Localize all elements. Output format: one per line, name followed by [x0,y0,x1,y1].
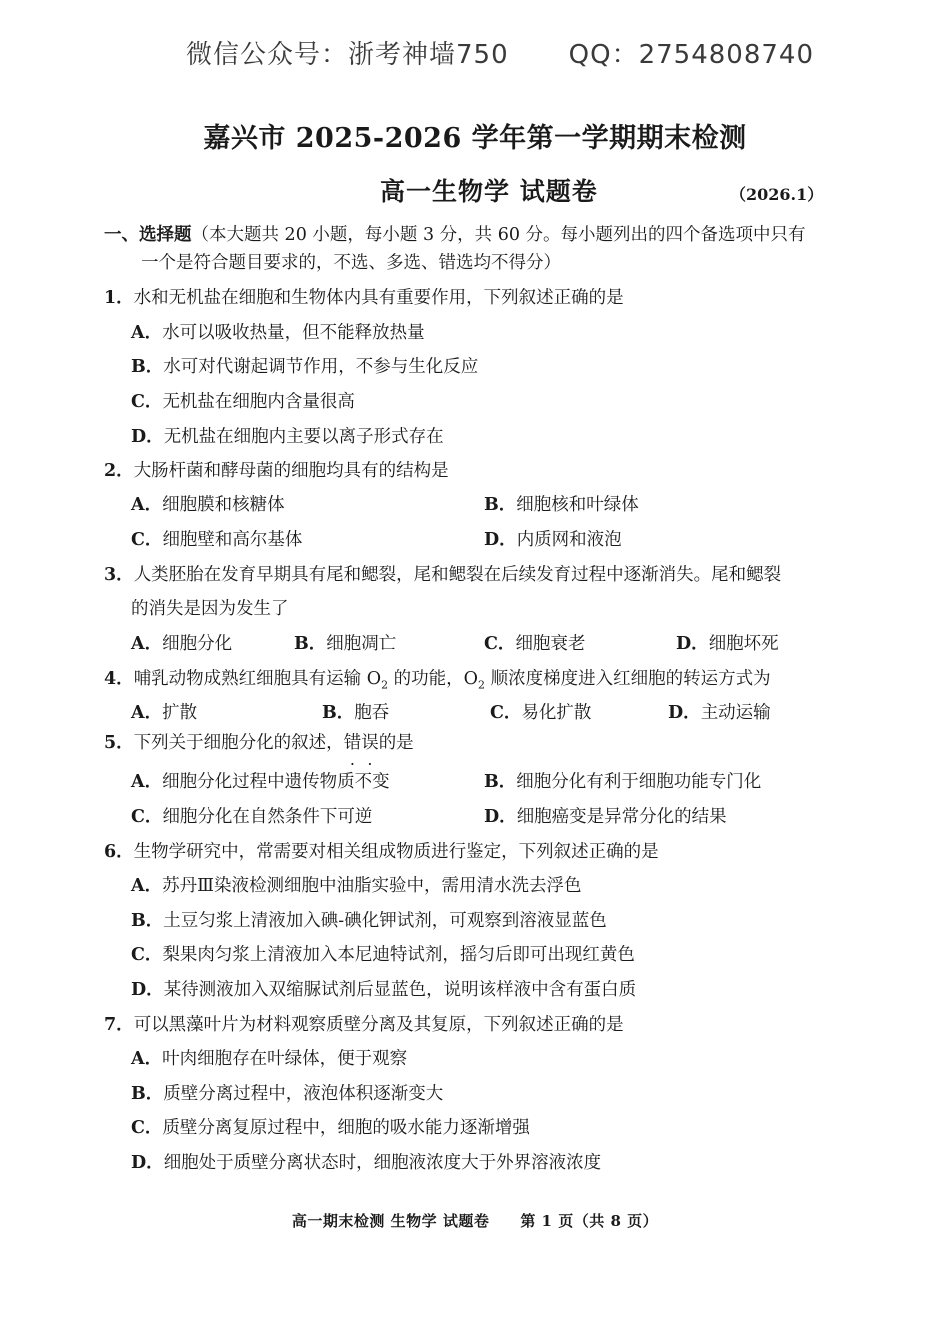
q7-option-b [131,1080,443,1105]
question-1 [104,284,624,309]
questions-6-options-1-text: 质壁分离过程中，液泡体积逐渐变大 [163,1084,444,1104]
questions-6-options-2-text: 质壁分离复原过程中，细胞的吸水能力逐渐增强 [162,1118,530,1138]
q1-option-d [131,423,444,448]
q7-option-a [131,1045,407,1070]
questions-1-options-2-letter: C． [131,530,163,550]
questions-5-options-0-text: 苏丹Ⅲ染液检测细胞中油脂实验中，需用清水洗去浮色 [162,876,582,896]
q4-option-a [131,699,197,724]
questions-4-options-2-text: 细胞分化在自然条件下可逆 [162,807,373,827]
q5-option-a [131,768,390,793]
questions-0-options-0-letter: A． [131,323,163,343]
questions-3-options-3-letter: D． [668,703,701,723]
questions-2-options-1-letter: B． [294,634,327,654]
questions-2-options-0-text: 细胞分化 [162,634,233,654]
questions-3-options-1-text: 胞吞 [354,703,390,723]
questions-1-stem: 大肠杆菌和酵母菌的细胞均具有的结构是 [133,461,449,481]
questions-5-num: 6． [104,842,134,862]
q3-option-b [294,630,396,655]
questions-4-options-1-letter: B． [484,772,517,792]
section-label: 一、选择题 [104,225,192,245]
questions-6-options-2-letter: C． [131,1118,163,1138]
questions-0-options-2-letter: C． [131,392,163,412]
questions-6-stem: 可以黑藻叶片为材料观察质壁分离及其复原，下列叙述正确的是 [133,1015,624,1035]
questions-5-options-0-letter: A． [131,876,163,896]
questions-4-num: 5． [104,733,134,753]
questions-0-options-3-text: 无机盐在细胞内主要以离子形式存在 [163,427,444,447]
watermark-header [0,40,950,72]
questions-3-sub: 2 [381,678,389,692]
questions-1-num: 2． [104,461,134,481]
q5-option-c [131,803,372,828]
q3-option-c [484,630,585,655]
questions-2-options-1-text: 细胞凋亡 [326,634,397,654]
questions-6-options-0-text: 叶肉细胞存在叶绿体，便于观察 [162,1049,408,1069]
exam-subtitle: 高一生物学 试题卷 [380,177,598,206]
questions-6-options-3-letter: D． [131,1153,164,1173]
questions-5-options-3-letter: D． [131,980,164,1000]
questions-2-options-0-letter: A． [131,634,163,654]
section-header [104,221,806,246]
questions-6-options-1-letter: B． [131,1084,164,1104]
questions-5-options-3-text: 某待测液加入双缩脲试剂后显蓝色，说明该样液中含有蛋白质 [163,980,637,1000]
questions-1-options-1-text: 细胞核和叶绿体 [516,495,639,515]
questions-3-options-2-text: 易化扩散 [521,703,592,723]
q6-option-c [131,941,635,966]
exam-date: （2026.1） [730,185,824,204]
q1-option-a [131,319,425,344]
exam-title: 嘉兴市 2025-2026 学年第一学期期末检测 [203,123,747,154]
questions-6-options-0-letter: A． [131,1049,163,1069]
questions-5-options-2-text: 梨果肉匀浆上清液加入本尼迪特试剂，摇匀后即可出现红黄色 [162,945,635,965]
questions-3-options-2-letter: C． [490,703,522,723]
questions-2-options-2-text: 细胞衰老 [515,634,586,654]
emphasis-char: 错 [343,733,362,753]
wechat-account: 微信公众号：浙考神墙750 [186,40,509,70]
questions-4-options-0-text: 细胞分化过程中遗传物质不变 [162,772,390,792]
questions-3-options-3-text: 主动运输 [700,703,771,723]
q2-option-d [484,526,622,551]
q6-option-d [131,976,636,1001]
questions-2-options-3-letter: D． [676,634,709,654]
question-6 [104,838,659,863]
questions-1-options-0-text: 细胞膜和核糖体 [162,495,285,515]
q2-option-c [131,526,302,551]
questions-6-num: 7． [104,1015,134,1035]
q6-option-b [131,907,607,932]
questions-3-options-0-letter: A． [131,703,163,723]
questions-1-options-2-text: 细胞壁和高尔基体 [162,530,303,550]
q5-option-b [484,768,761,793]
question-2 [104,457,449,482]
page-footer: 高一期末检测 生物学 试题卷 第 1 页（共 8 页） [291,1212,659,1230]
emphasis-char: 误 [361,733,379,753]
questions-6-options-3-text: 细胞处于质壁分离状态时，细胞液浓度大于外界溶液浓度 [163,1153,602,1173]
questions-4-options-0-letter: A． [131,772,163,792]
questions-5-stem: 生物学研究中，常需要对相关组成物质进行鉴定，下列叙述正确的是 [133,842,659,862]
section-desc-line1: （本大题共 20 小题，每小题 3 分，共 60 分。每小题列出的四个备选项中只有 [191,225,806,245]
questions-4-options-3-letter: D． [484,807,517,827]
q1-option-c [131,388,355,413]
questions-3-options-1-letter: B． [322,703,355,723]
questions-2-options-2-letter: C． [484,634,516,654]
questions-2-stem: 人类胚胎在发育早期具有尾和鳃裂，尾和鳃裂在后续发育过程中逐渐消失。尾和鳃裂 [133,565,782,585]
q6-option-a [131,872,581,897]
questions-3-num: 4． [104,669,134,689]
questions-3-stem_c: 顺浓度梯度进入红细胞的转运方式为 [485,669,771,689]
q2-option-a [131,491,285,516]
question-number: 1． [104,288,134,308]
q3-option-a [131,630,232,655]
questions-0-options-0-text: 水可以吸收热量，但不能释放热量 [162,323,425,343]
q7-option-c [131,1114,530,1139]
question-3-stem-line2: 的消失是因为发生了 [131,599,289,619]
questions-0-options-3-letter: D． [131,427,164,447]
questions-5-options-2-letter: C． [131,945,163,965]
questions-3-options-0-text: 扩散 [162,703,198,723]
q5-option-d [484,803,727,828]
questions-3-stem_b: 的功能，O [388,669,479,689]
q3-option-d [676,630,779,655]
questions-4-options-1-text: 细胞分化有利于细胞功能专门化 [516,772,762,792]
section-desc-line2: 一个是符合题目要求的，不选、多选、错选均不得分） [141,253,561,273]
questions-2-options-3-text: 细胞坏死 [708,634,779,654]
questions-0-options-1-text: 水可对代谢起调节作用，不参与生化反应 [163,357,479,377]
q7-option-d [131,1149,601,1174]
questions-3-stem_a: 哺乳动物成熟红细胞具有运输 O [133,669,382,689]
q4-option-d [668,699,771,724]
questions-0-options-2-text: 无机盐在细胞内含量很高 [162,392,355,412]
question-7 [104,1011,624,1036]
questions-5-options-1-letter: B． [131,911,164,931]
question-3 [104,561,781,586]
question-stem: 水和无机盐在细胞和生物体内具有重要作用，下列叙述正确的是 [133,288,624,308]
questions-1-options-1-letter: B． [484,495,517,515]
questions-1-options-3-letter: D． [484,530,517,550]
q1-option-b [131,353,478,378]
questions-5-options-1-text: 土豆匀浆上清液加入碘-碘化钾试剂，可观察到溶液显蓝色 [163,911,607,931]
q4-option-b [322,699,389,724]
questions-0-options-1-letter: B． [131,357,164,377]
questions-4-stem_a: 下列关于细胞分化的叙述， [133,733,344,753]
questions-1-options-3-text: 内质网和液泡 [516,530,622,550]
questions-4-options-3-text: 细胞癌变是异常分化的结果 [516,807,727,827]
question-5 [104,729,414,754]
question-4 [104,665,771,692]
questions-1-options-0-letter: A． [131,495,163,515]
qq-number: QQ：2754808740 [568,40,814,70]
questions-2-num: 3． [104,565,134,585]
questions-4-options-2-letter: C． [131,807,163,827]
q4-option-c [490,699,591,724]
questions-3-sub2: 2 [478,678,486,692]
q2-option-b [484,491,639,516]
questions-4-stem_b: 的是 [378,733,414,753]
